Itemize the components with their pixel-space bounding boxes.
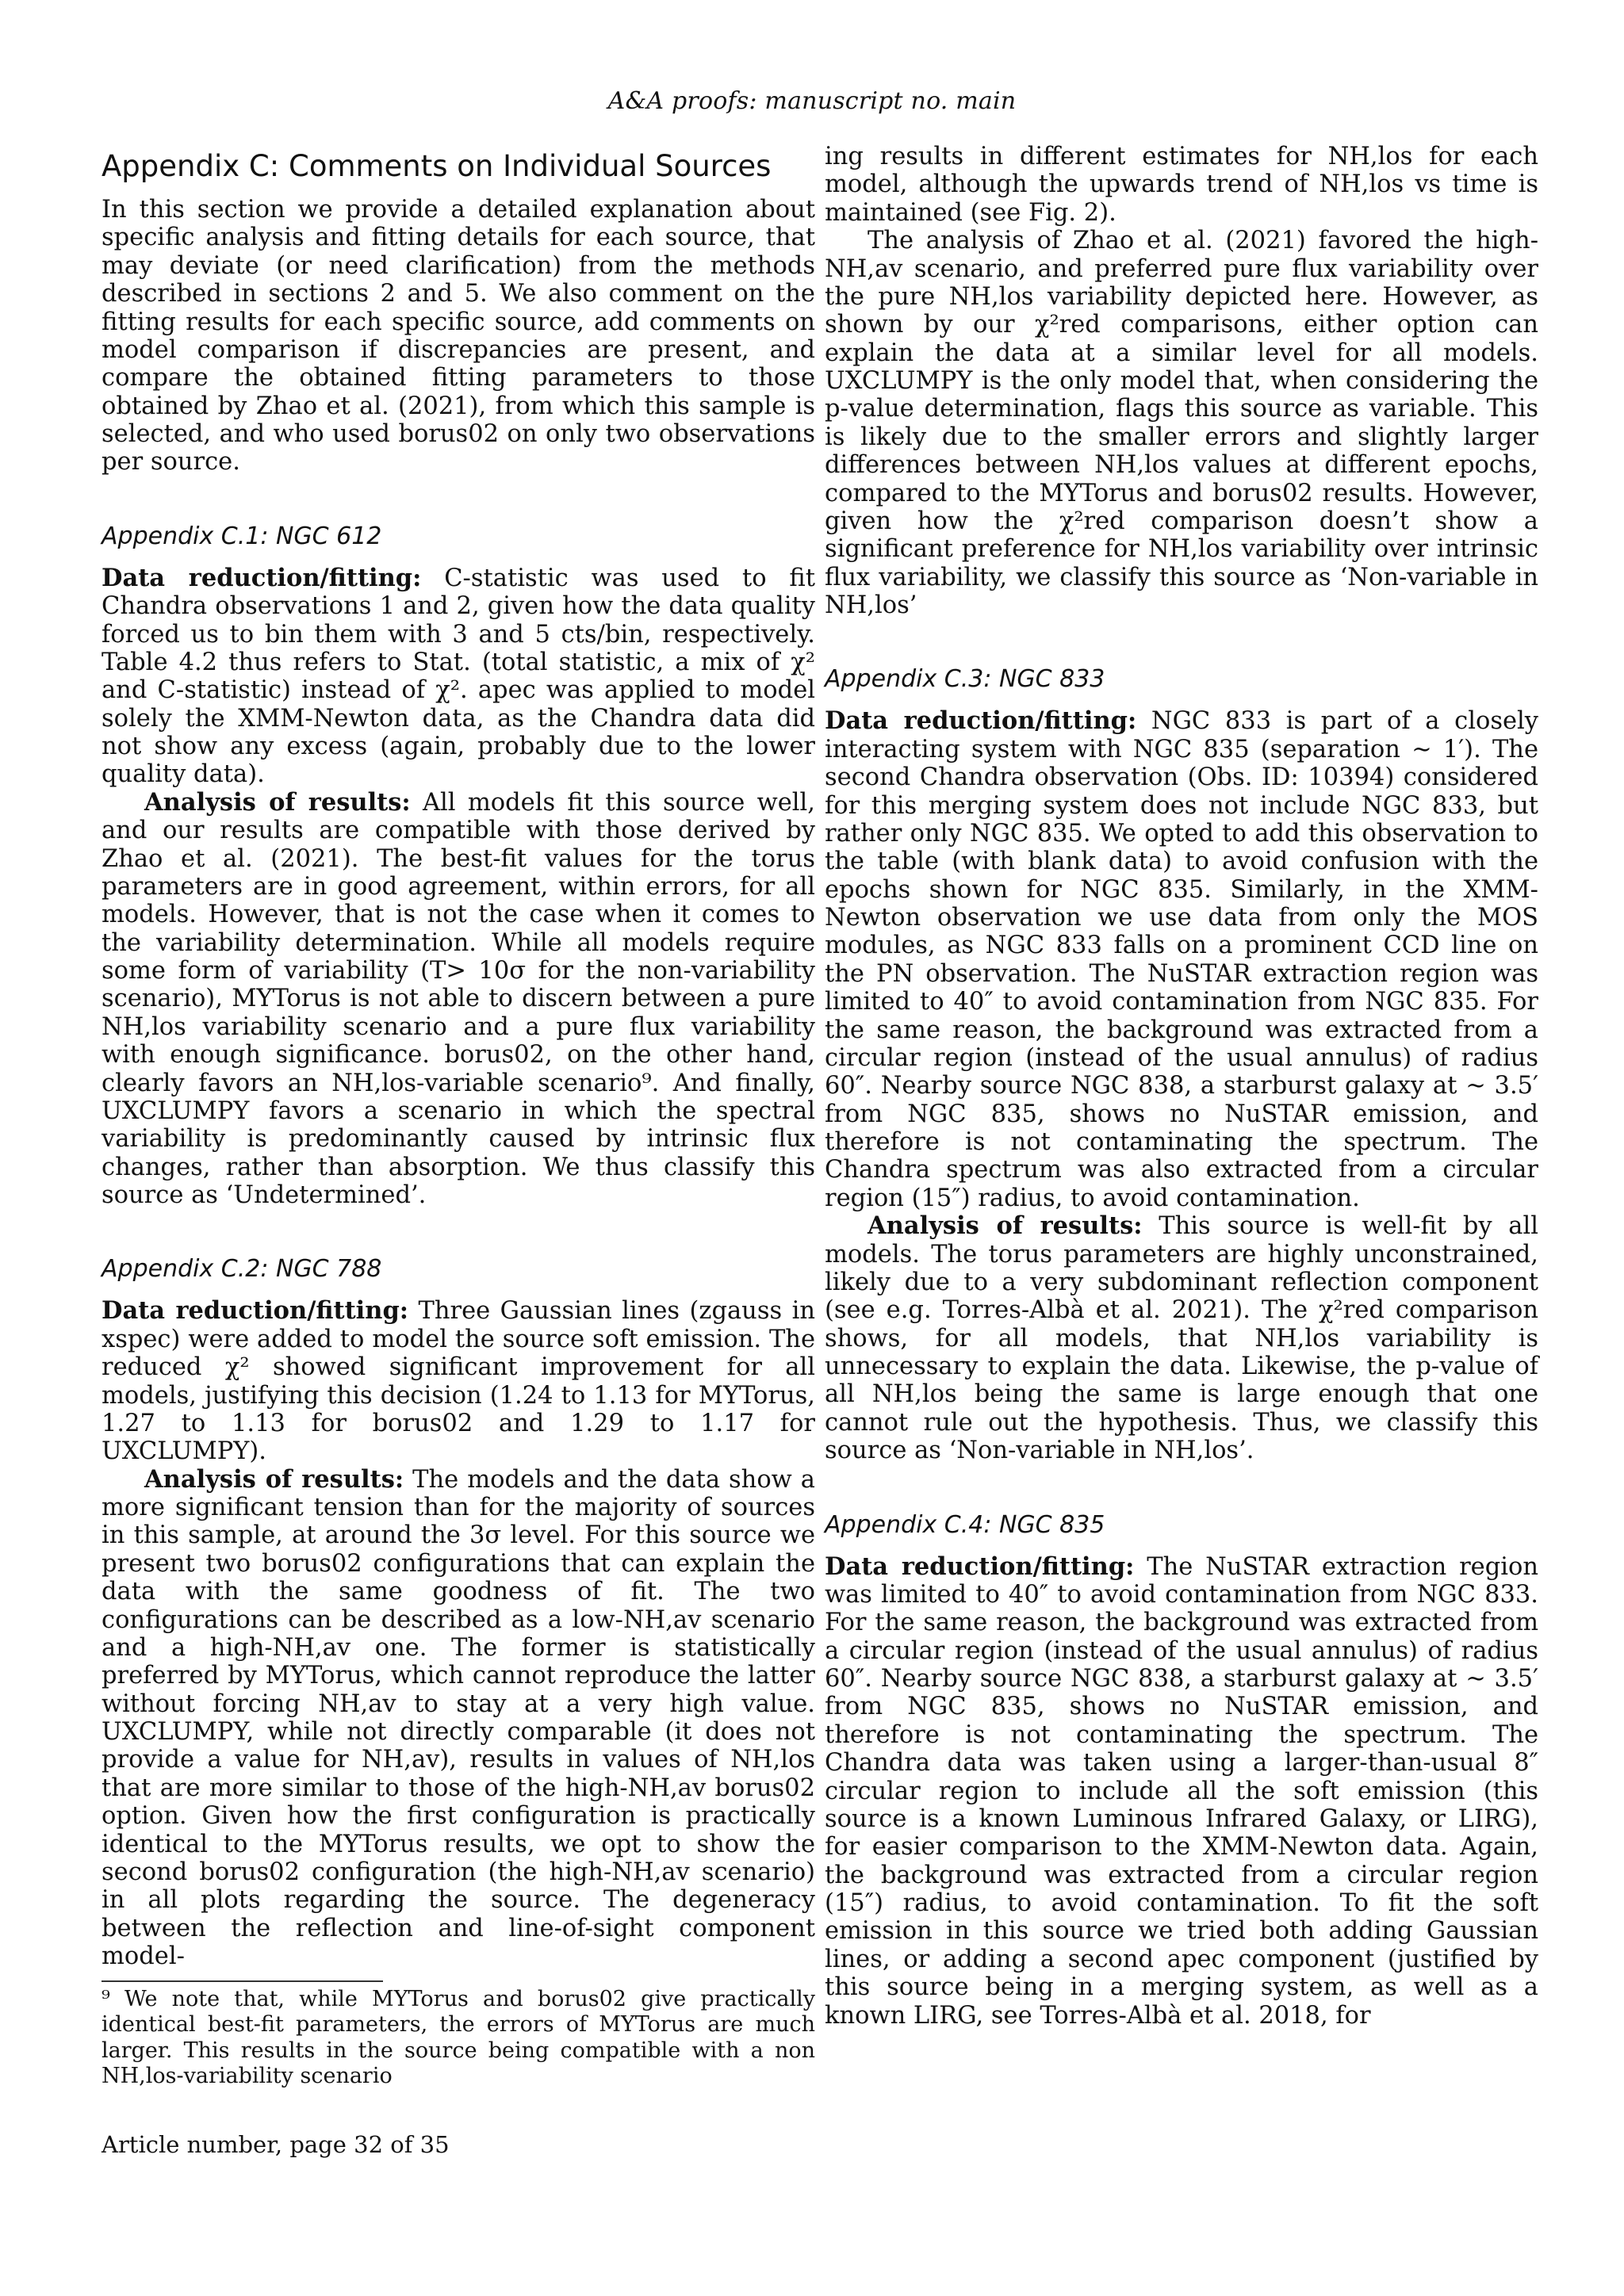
running-head: A&A proofs: manuscript no. main (607, 87, 1017, 115)
c2-continuation: ing results in different estimates for NH,los for each model, although the upwards trend of NH,los vs time is maintained (see Fig. 2). (825, 143, 1538, 227)
c3-analysis-paragraph (825, 1212, 1538, 1464)
c4-data-paragraph (825, 1553, 1538, 2030)
c3-data-text: NGC 833 is part of a closely interacting system with NGC 835 (separation ∼ 1′). The second Chandra observation (Obs. ID: 10394) considered for this merging system does not include NGC 833, but rather only NGC 835. We opted to add this observation to the table (with blank data) to avoid confusion with the epochs shown for NGC 835. Similarly, in the XMM-Newton observation we use data from only the MOS modules, as NGC 833 falls on a prominent CCD line on the PN observation. The NuSTAR extraction region was limited to 40″ to avoid contamination from NGC 835. For the same reason, the background was extracted from a circular region (instead of the usual annulus) of radius 60″. Nearby source NGC 838, a starburst galaxy at ∼ 3.5′ from NGC 835, shows no NuSTAR emission, and therefore is not contaminating the spectrum. The Chandra spectrum was also extracted from a circular region (15″) radius, to avoid contamination. (825, 707, 1539, 1212)
section-c3-title: Appendix C.3: NGC 833 (825, 665, 1105, 694)
c3-data-paragraph (825, 707, 1538, 1212)
c3-analysis-label: Analysis of results: (868, 1211, 1143, 1241)
right-column (825, 143, 1538, 2030)
left-column (102, 143, 815, 1970)
footnote-rule (102, 1980, 383, 1982)
c4-data-label: Data reduction/fitting: (825, 1552, 1135, 1581)
c3-analysis-text: This source is well-fit by all models. The torus parameters are highly unconstrained, likely due to a very subdominant reflection component (see e.g. Torres-Albà et al. 2021). The χ²red comparison shows, for all models, that NH,los variability is unnecessary to explain the data. Likewise, the p-value of all NH,los being the same is large enough that one cannot rule out the hypothesis. Thus, we classify this source as ‘Non-variable in NH,los’. (825, 1212, 1538, 1465)
c1-data-paragraph (102, 564, 815, 789)
page-footer: Article number, page 32 of 35 (102, 2131, 450, 2158)
footnote-9: ⁹ We note that, while MYTorus and borus02 give practically identical best-fit parameters, the errors of MYTorus are much larger. This results in the source being compatible with a non NH,los-variability scenario (102, 1987, 815, 2089)
c4-data-text: The NuSTAR extraction region was limited to 40″ to avoid contamination from NGC 833. For the same reason, the background was extracted from a circular region (instead of the usual annulus) of radius 60″. Nearby source NGC 838, a starburst galaxy at ∼ 3.5′ from NGC 835, shows no NuSTAR emission, and therefore is not contaminating the spectrum. The Chandra data was taken using a larger-than-usual 8″ circular region to include all the soft emission (this source is a known Luminous Infrared Galaxy, or LIRG), for easier comparison to the XMM-Newton data. Again, the background was extracted from a circular region (15″) radius, to avoid contamination. To fit the soft emission in this source we tried both adding Gaussian lines, or adding a second apec component (justified by this source being in a merging system, as well as a known LIRG, see Torres-Albà et al. 2018, for (825, 1552, 1538, 2030)
section-c2-title: Appendix C.2: NGC 788 (102, 1255, 382, 1284)
c2-second-paragraph: The analysis of Zhao et al. (2021) favored the high-NH,av scenario, and preferred pure flux variability over the pure NH,los variability depicted here. However, as shown by our χ²red comparisons, either option can explain the data at a similar level for all models. UXCLUMPY is the only model that, when considering the p-value determination, flags this source as variable. This is likely due to the smaller errors and slightly larger differences between NH,los values at different epochs, compared to the MYTorus and borus02 results. However, given how the χ²red comparison doesn’t show a significant preference for NH,los variability over intrinsic flux variability, we classify this source as ‘Non-variable in NH,los’ (825, 227, 1538, 619)
c2-analysis-paragraph (102, 1466, 815, 1971)
appendix-title: Appendix C: Comments on Individual Sources (102, 149, 772, 183)
c1-analysis-text: All models fit this source well, and our results are compatible with those derived by Zhao et al. (2021). The best-fit values for the torus parameters are in good agreement, within errors, for all models. However, that is not the case when it comes to the variability determination. While all models require some form of variability (T> 10σ for the non-variability scenario), MYTorus is not able to discern between a pure NH,los variability scenario and a pure flux variability with enough significance. borus02, on the other hand, clearly favors an NH,los-variable scenario⁹. And finally, UXCLUMPY favors a scenario in which the spectral variability is predominantly caused by intrinsic flux changes, rather than absorption. We thus classify this source as ‘Undetermined’. (102, 788, 815, 1209)
c2-data-paragraph (102, 1297, 815, 1465)
c1-data-label: Data reduction/fitting: (102, 563, 422, 592)
c2-analysis-text: The models and the data show a more significant tension than for the majority of sources in this sample, at around the 3σ level. For this source we present two borus02 configurations that can explain the data with the same goodness of fit. The two configurations can be described as a low-NH,av scenario and a high-NH,av one. The former is statistically preferred by MYTorus, which cannot reproduce the latter without forcing NH,av to stay at a very high value. UXCLUMPY, while not directly comparable (it does not provide a value for NH,av), results in values of NH,los that are more similar to those of the high-NH,av borus02 option. Given how the first configuration is practically identical to the MYTorus results, we opt to show the second borus02 configuration (the high-NH,av scenario) in all plots regarding the source. The degeneracy between the reflection and line-of-sight component model- (102, 1465, 815, 1970)
c2-data-text: Three Gaussian lines (zgauss in xspec) were added to model the source soft emission. The reduced χ² showed significant improvement for all models, justifying this decision (1.24 to 1.13 for MYTorus, 1.27 to 1.13 for borus02 and 1.29 to 1.17 for UXCLUMPY). (102, 1297, 815, 1466)
c1-analysis-label: Analysis of results: (144, 787, 411, 817)
c1-data-text: C-statistic was used to fit Chandra observations 1 and 2, given how the data quality forced us to bin them with 3 and 5 cts/bin, respectively. Table 4.2 thus refers to Stat. (total statistic, a mix of χ² and C-statistic) instead of χ². apec was applied to model solely the XMM-Newton data, as the Chandra data did not show any excess (again, probably due to the lower quality data). (102, 564, 816, 789)
intro-paragraph: In this section we provide a detailed explanation about specific analysis and fitting details for each source, that may deviate (or need clarification) from the methods described in sections 2 and 5. We also comment on the fitting results for each specific source, add comments on model comparison if discrepancies are present, and compare the obtained fitting parameters to those obtained by Zhao et al. (2021), from which this sample is selected, and who used borus02 on only two observations per source. (102, 196, 815, 476)
c2-analysis-label: Analysis of results: (144, 1464, 404, 1494)
c3-data-label: Data reduction/fitting: (825, 706, 1137, 736)
c2-data-label: Data reduction/fitting: (102, 1296, 409, 1326)
section-c1-title: Appendix C.1: NGC 612 (102, 522, 382, 550)
c1-analysis-paragraph (102, 789, 815, 1210)
section-c4-title: Appendix C.4: NGC 835 (825, 1510, 1105, 1539)
